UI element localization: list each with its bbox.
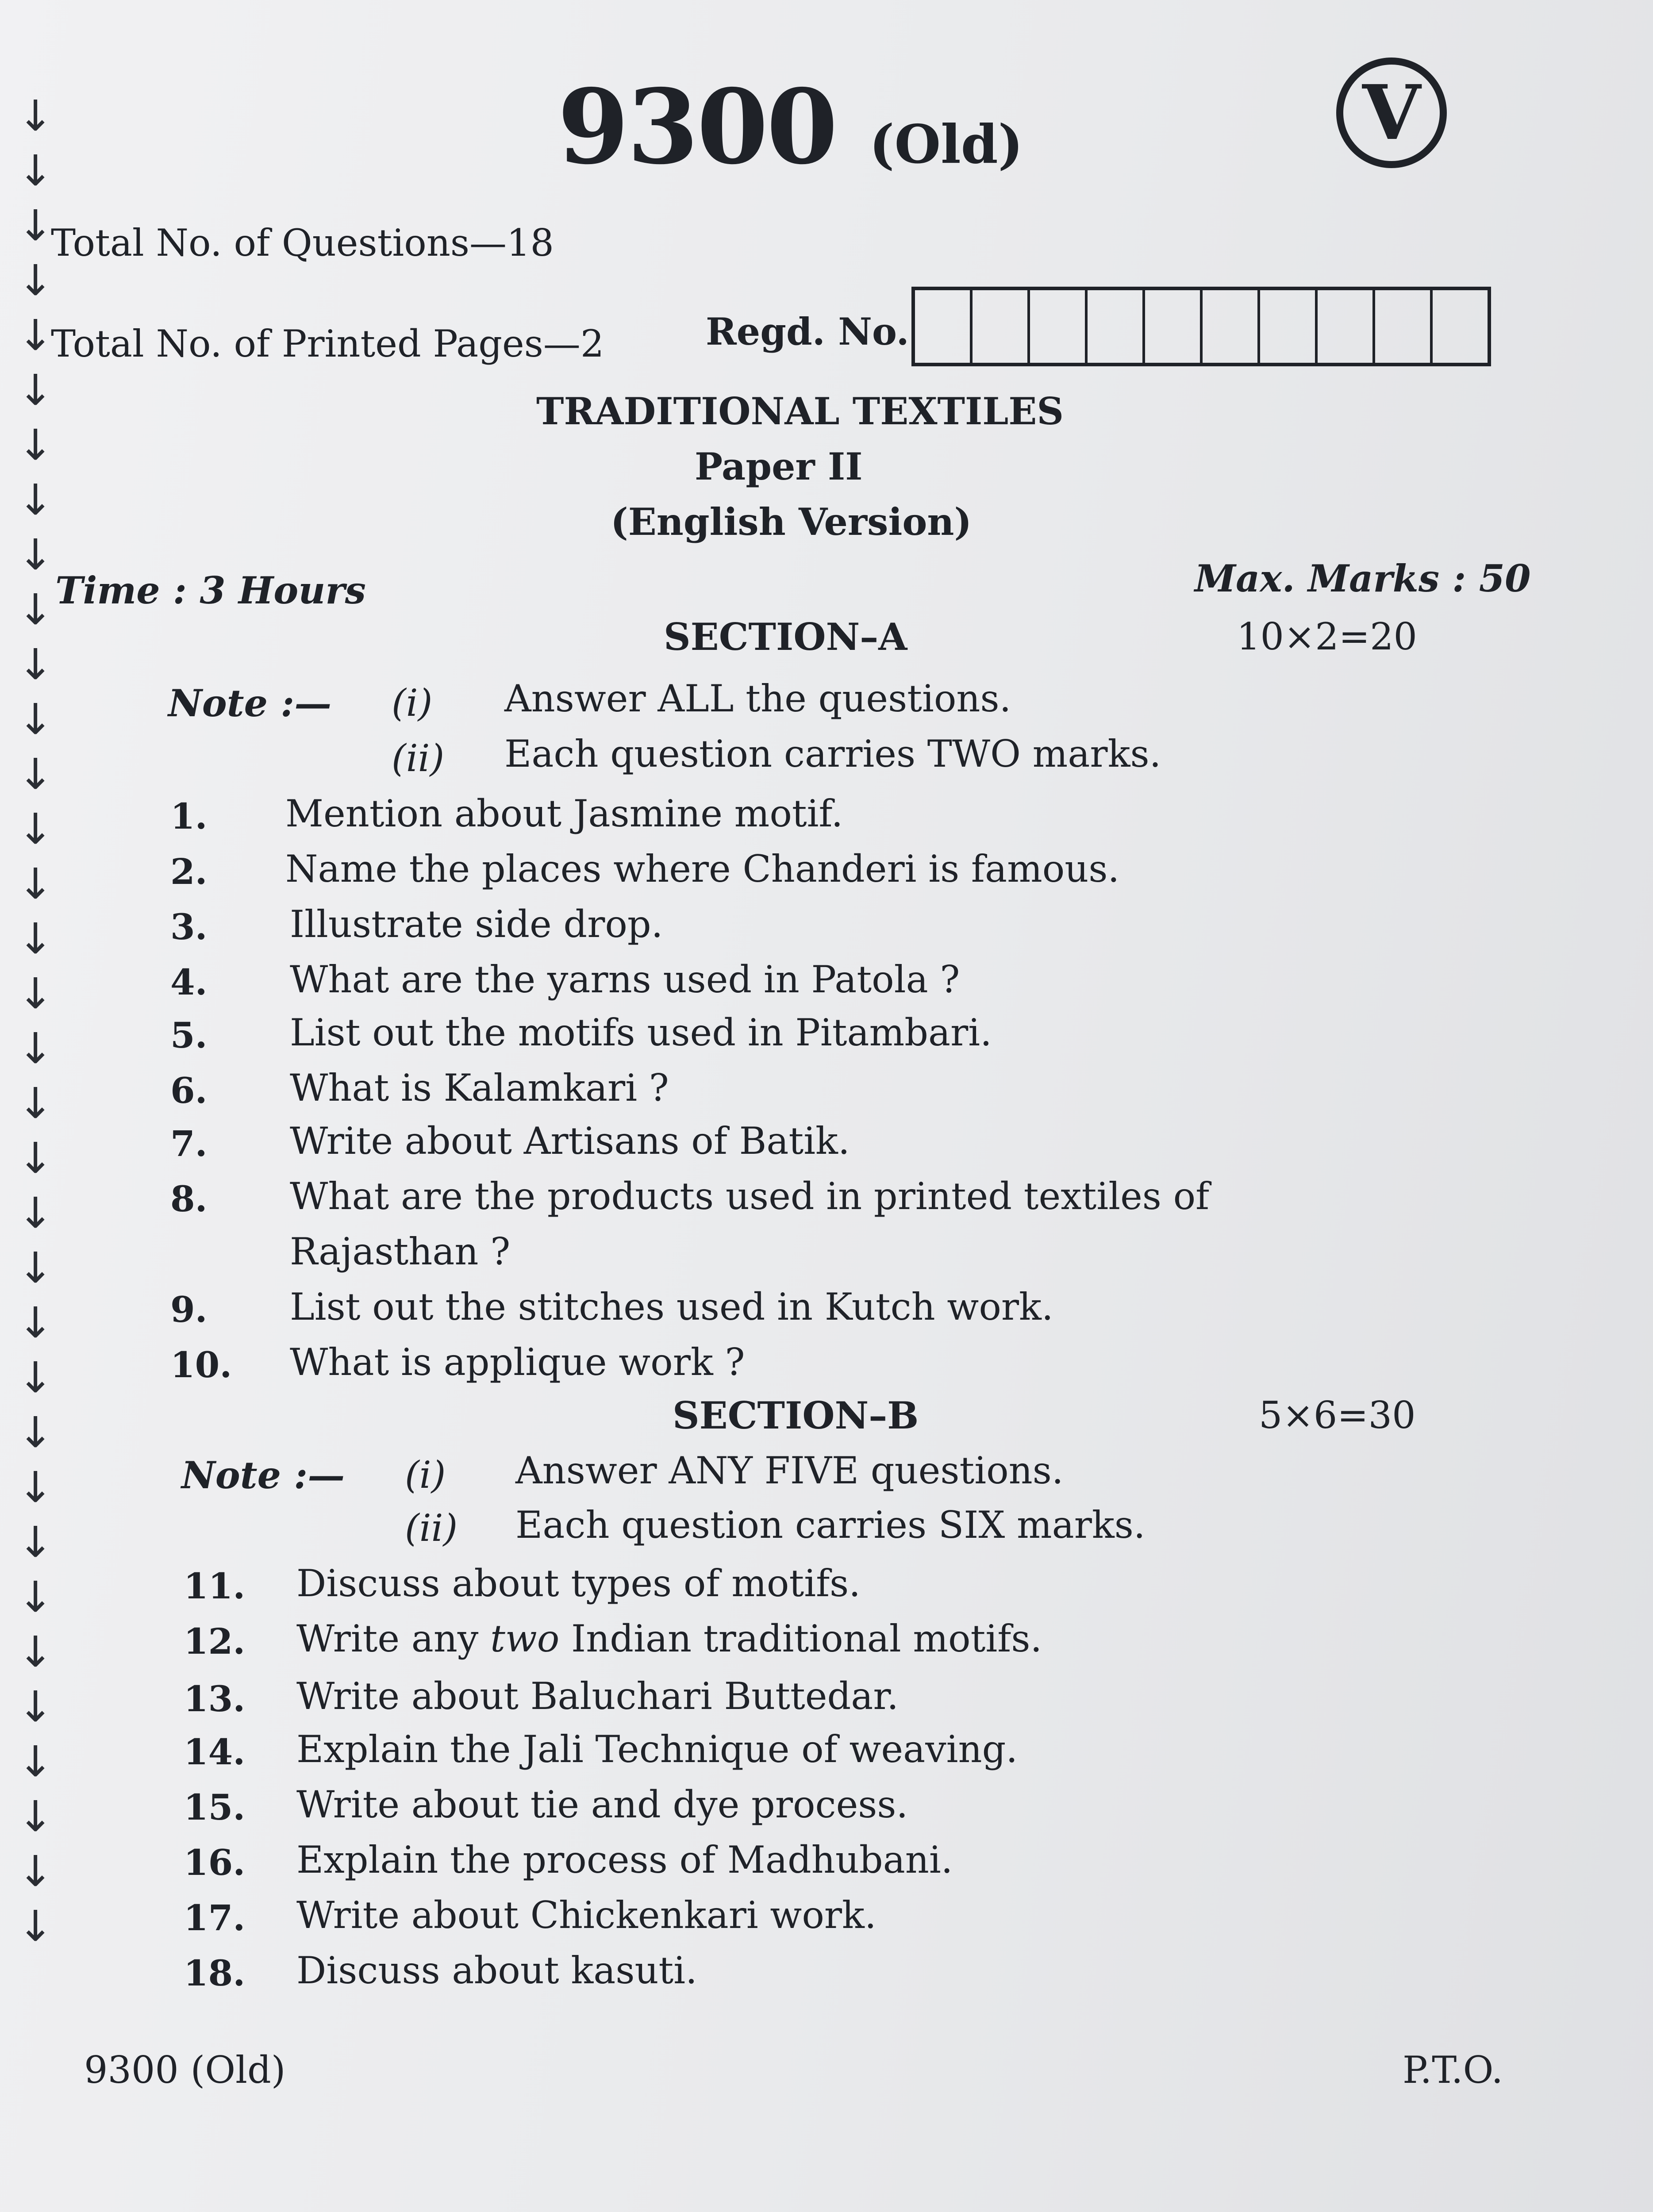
question-text-emphasis: two: [490, 1617, 560, 1660]
set-badge-letter: V: [1362, 69, 1421, 157]
subject-text: TRADITIONAL TEXTILES: [536, 389, 1064, 433]
section-b-note-label: Note :—: [181, 1453, 345, 1497]
margin-arrow-icon: ↓: [18, 804, 54, 854]
margin-arrow-icon: ↓: [18, 146, 54, 196]
margin-arrow-icon: ↓: [18, 1901, 54, 1951]
section-a-note-text: Answer ALL the questions.: [504, 677, 1011, 720]
margin-arrow-icon: ↓: [18, 1298, 54, 1348]
question-text: Explain the Jali Technique of weaving.: [296, 1728, 1018, 1771]
margin-arrow-icon: ↓: [18, 1408, 54, 1457]
question-number: 10.: [170, 1344, 232, 1386]
question-number: 12.: [184, 1621, 246, 1662]
total-printed-pages: Total No. of Printed Pages—2: [51, 322, 604, 365]
footer-pto: P.T.O.: [1403, 2048, 1503, 2092]
question-text: Write about tie and dye process.: [296, 1783, 908, 1826]
margin-arrow-icon: ↓: [18, 749, 54, 799]
question-number: 13.: [184, 1678, 246, 1720]
margin-arrow-icon: ↓: [18, 640, 54, 689]
version-label: (English Version): [611, 500, 972, 544]
regd-no-cell[interactable]: [973, 290, 1030, 363]
question-text: Write about Artisans of Batik.: [290, 1119, 850, 1163]
paper-number: Paper II: [695, 445, 863, 488]
margin-arrow-icon: ↓: [18, 530, 54, 580]
question-number: 4.: [170, 961, 208, 1003]
question-text: Explain the process of Madhubani.: [296, 1838, 953, 1882]
question-text: Discuss about kasuti.: [296, 1949, 697, 1992]
question-number: 3.: [170, 906, 208, 948]
regd-no-cell[interactable]: [1030, 290, 1088, 363]
section-b-note-text: Each question carries SIX marks.: [515, 1503, 1146, 1547]
question-number: 16.: [184, 1842, 246, 1883]
question-number: 8.: [170, 1178, 208, 1220]
margin-arrow-icon: ↓: [18, 1792, 54, 1841]
question-text: What is applique work ?: [290, 1340, 745, 1384]
paper-code-heading: [557, 66, 1023, 187]
footer-paper-code: 9300 (Old): [84, 2048, 286, 2092]
section-b-marks: 5×6=30: [1259, 1394, 1416, 1437]
max-marks: Max. Marks : 50: [1195, 557, 1531, 600]
paper-code: 9300: [557, 66, 836, 187]
margin-arrow-icon: ↓: [18, 420, 54, 470]
question-text: Name the places where Chanderi is famous.: [285, 847, 1120, 891]
section-b-note-num: (i): [405, 1453, 446, 1497]
margin-arrow-icon: ↓: [18, 1133, 54, 1183]
regd-no-cell[interactable]: [1203, 290, 1260, 363]
margin-arrow-icon: ↓: [18, 1079, 54, 1128]
question-number: 7.: [170, 1123, 208, 1164]
regd-no-cell[interactable]: [1433, 290, 1488, 363]
regd-no-cell[interactable]: [1145, 290, 1203, 363]
question-number: 17.: [184, 1897, 246, 1939]
question-text: Write about Chickenkari work.: [296, 1893, 876, 1937]
margin-arrow-icon: ↓: [18, 201, 54, 250]
question-text-part: Write any: [296, 1617, 491, 1660]
question-text: Mention about Jasmine motif.: [285, 792, 843, 835]
subject-title: [0, 389, 1653, 433]
question-text-continued: Rajasthan ?: [290, 1230, 511, 1273]
question-number: 9.: [170, 1289, 208, 1330]
margin-arrow-icon: ↓: [18, 695, 54, 744]
margin-arrow-icon: ↓: [18, 365, 54, 415]
section-b-note-text: Answer ANY FIVE questions.: [515, 1449, 1064, 1492]
margin-arrow-icon: ↓: [18, 256, 54, 305]
margin-arrow-icon: ↓: [18, 311, 54, 360]
question-text: What is Kalamkari ?: [290, 1066, 669, 1110]
paper-code-suffix: (Old): [869, 113, 1023, 176]
regd-no-cell[interactable]: [1088, 290, 1145, 363]
section-a-marks: 10×2=20: [1237, 615, 1417, 658]
margin-arrow-icon: ↓: [18, 1627, 54, 1677]
margin-arrow-icon: ↓: [18, 1188, 54, 1238]
section-a-note-text: Each question carries TWO marks.: [504, 732, 1161, 776]
regd-no-cell[interactable]: [915, 290, 973, 363]
margin-arrow-icon: ↓: [18, 1463, 54, 1512]
set-badge: [1336, 58, 1447, 168]
regd-no-box[interactable]: [911, 287, 1491, 366]
margin-arrow-icon: ↓: [18, 1682, 54, 1732]
question-text: Illustrate side drop.: [290, 902, 663, 946]
regd-no-cell[interactable]: [1318, 290, 1375, 363]
section-a-note-label: Note :—: [168, 681, 332, 725]
section-a-title: SECTION–A: [664, 615, 907, 659]
question-number: 14.: [184, 1731, 246, 1773]
question-number: 11.: [184, 1565, 246, 1607]
regd-no-cell[interactable]: [1375, 290, 1433, 363]
question-text: [296, 1617, 1042, 1660]
margin-arrow-icon: ↓: [18, 1737, 54, 1786]
margin-arrow-icon: ↓: [18, 585, 54, 634]
margin-arrow-icon: ↓: [18, 914, 54, 964]
question-number: 15.: [184, 1786, 246, 1828]
section-b-note-num: (ii): [405, 1506, 458, 1550]
question-number: 6.: [170, 1070, 208, 1111]
question-number: 18.: [184, 1952, 246, 1994]
question-text: What are the yarns used in Patola ?: [290, 958, 960, 1001]
time-allowed: Time : 3 Hours: [55, 568, 366, 612]
margin-arrow-icon: ↓: [18, 91, 54, 141]
regd-no-cell[interactable]: [1260, 290, 1318, 363]
margin-arrow-column: [18, 88, 75, 2035]
total-questions: Total No. of Questions—18: [51, 221, 554, 265]
margin-arrow-icon: ↓: [18, 859, 54, 909]
margin-arrow-icon: ↓: [18, 1353, 54, 1402]
question-number: 5.: [170, 1014, 208, 1056]
regd-no-label: Regd. No.: [706, 310, 909, 353]
question-text: Discuss about types of motifs.: [296, 1562, 861, 1605]
margin-arrow-icon: ↓: [18, 1243, 54, 1293]
section-b-title: SECTION–B: [673, 1394, 919, 1437]
margin-arrow-icon: ↓: [18, 1024, 54, 1073]
section-a-note-num: (ii): [392, 737, 445, 780]
question-text: Write about Baluchari Buttedar.: [296, 1674, 899, 1718]
section-a-note-num: (i): [392, 681, 433, 725]
margin-arrow-icon: ↓: [18, 1572, 54, 1622]
margin-arrow-icon: ↓: [18, 1847, 54, 1896]
margin-arrow-icon: ↓: [18, 969, 54, 1018]
question-number: 1.: [170, 795, 208, 837]
question-text-part: Indian traditional motifs.: [559, 1617, 1042, 1660]
margin-arrow-icon: ↓: [18, 1517, 54, 1567]
question-text: List out the motifs used in Pitambari.: [290, 1011, 992, 1054]
question-text: What are the products used in printed textiles of: [290, 1175, 1210, 1218]
margin-arrow-icon: ↓: [18, 475, 54, 525]
question-text: List out the stitches used in Kutch work.: [290, 1285, 1053, 1329]
question-number: 2.: [170, 851, 208, 892]
